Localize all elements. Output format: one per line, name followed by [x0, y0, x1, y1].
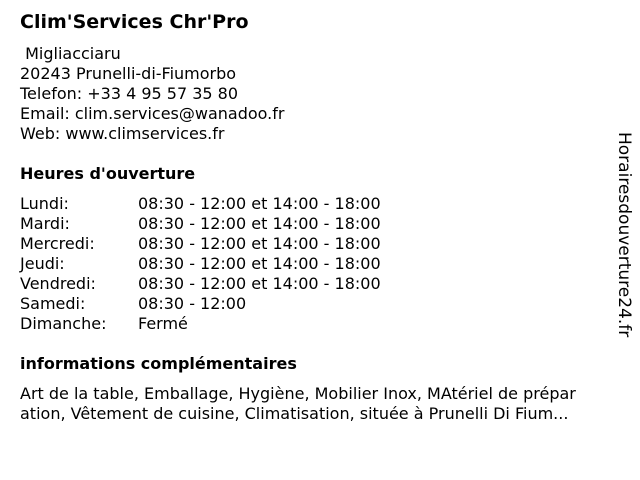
- address-block: [20, 44, 284, 144]
- info-description: [20, 384, 626, 424]
- day-label: Mercredi:: [20, 234, 95, 253]
- time-value: 08:30 - 12:00: [138, 294, 247, 313]
- day-label: Dimanche:: [20, 314, 107, 333]
- address-city: 20243 Prunelli-di-Fiumorbo: [20, 64, 237, 83]
- day-label: Jeudi:: [20, 254, 65, 273]
- phone-line: Telefon: +33 4 95 57 35 80: [20, 84, 239, 103]
- web-line: Web: www.climservices.fr: [20, 124, 225, 143]
- day-label: Samedi:: [20, 294, 86, 313]
- time-value: 08:30 - 12:00 et 14:00 - 18:00: [138, 274, 381, 293]
- info-heading: informations complémentaires: [20, 354, 297, 373]
- info-line-1: Art de la table, Emballage, Hygiène, Mobilier Inox, MAtériel de prépar: [20, 384, 576, 403]
- day-label: Mardi:: [20, 214, 70, 233]
- time-value: 08:30 - 12:00 et 14:00 - 18:00: [138, 214, 381, 233]
- address-street: Migliacciaru: [20, 44, 121, 63]
- watermark-text: Horairesdouverture24.fr: [614, 132, 634, 338]
- info-line-2: ation, Vêtement de cuisine, Climatisation, située à Prunelli Di Fium...: [20, 404, 569, 423]
- time-value: 08:30 - 12:00 et 14:00 - 18:00: [138, 234, 381, 253]
- site-watermark: [610, 132, 634, 350]
- time-value: Fermé: [138, 314, 188, 333]
- time-value: 08:30 - 12:00 et 14:00 - 18:00: [138, 254, 381, 273]
- email-line: Email: clim.services@wanadoo.fr: [20, 104, 285, 123]
- hours-heading: Heures d'ouverture: [20, 164, 196, 183]
- business-name: Clim'Services Chr'Pro: [20, 11, 249, 33]
- day-label: Lundi:: [20, 194, 69, 213]
- time-value: 08:30 - 12:00 et 14:00 - 18:00: [138, 194, 381, 213]
- day-label: Vendredi:: [20, 274, 96, 293]
